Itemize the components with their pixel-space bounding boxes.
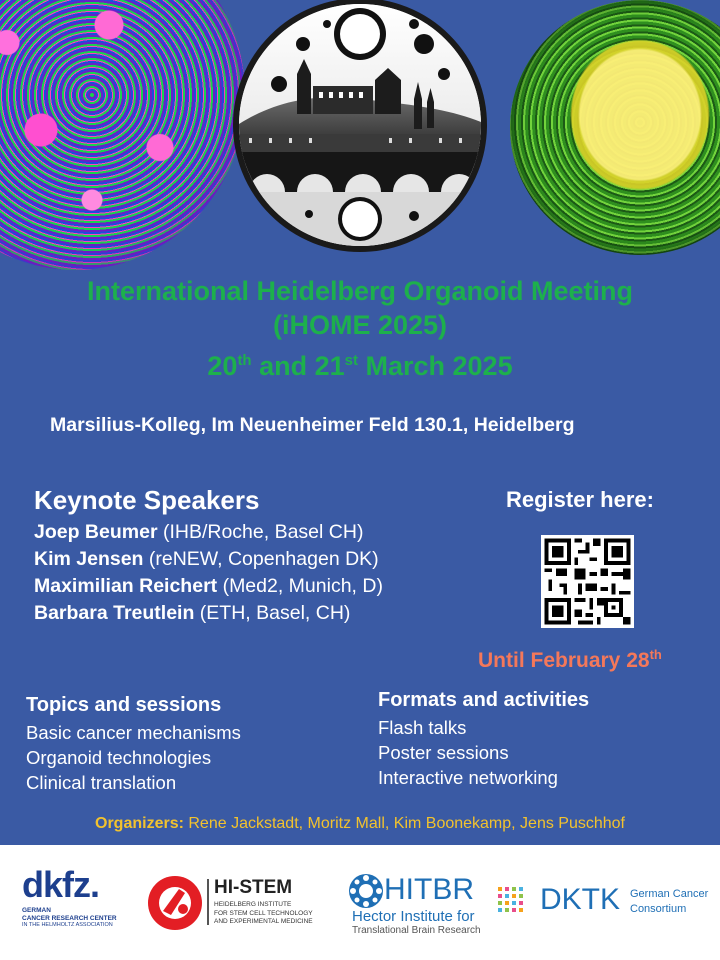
speaker-affiliation: (reNEW, Copenhagen DK) xyxy=(143,548,379,570)
histem-emblem-icon xyxy=(145,873,205,933)
speaker-affiliation: (Med2, Munich, D) xyxy=(217,575,383,597)
dkfz-line2: CANCER RESEARCH CENTER xyxy=(22,914,117,922)
speaker-affiliation: (IHB/Roche, Basel CH) xyxy=(157,521,364,543)
hitbr-icon xyxy=(348,873,384,909)
organizers-label: Organizers: xyxy=(95,815,184,832)
register-heading: Register here: xyxy=(506,487,654,512)
speaker-item xyxy=(34,573,383,600)
histem-mark: HI-STEM xyxy=(214,877,293,898)
date-sup2: st xyxy=(344,352,358,369)
date-day1: 20 xyxy=(207,351,238,381)
speaker-item xyxy=(34,546,383,573)
speaker-item xyxy=(34,519,383,546)
speaker-name: Kim Jensen xyxy=(34,548,144,570)
dkfz-line3: IN THE HELMHOLTZ ASSOCIATION xyxy=(22,922,113,928)
heidelberg-castle-logo xyxy=(233,0,487,252)
dkfz-line1: GERMAN xyxy=(22,907,51,914)
topics-heading: Topics and sessions xyxy=(26,694,222,716)
hitbr-line1: Hector Institute for xyxy=(352,908,475,925)
speaker-name: Maximilian Reichert xyxy=(34,575,218,597)
speaker-list xyxy=(34,519,383,627)
registration-deadline xyxy=(478,647,662,673)
formats-heading: Formats and activities xyxy=(378,689,590,711)
deadline-text: Until February 28 xyxy=(478,649,650,672)
format-item: Flash talks xyxy=(378,717,467,738)
histem-divider xyxy=(207,879,209,925)
dkfz-mark: dkfz. xyxy=(22,864,100,905)
speaker-name: Joep Beumer xyxy=(34,521,158,543)
topic-item: Clinical translation xyxy=(26,772,177,793)
histem-line3: AND EXPERIMENTAL MEDICINE xyxy=(214,918,313,925)
title-line-2: (iHOME 2025) xyxy=(272,310,448,340)
organizers xyxy=(0,815,720,833)
keynote-heading: Keynote Speakers xyxy=(34,485,260,515)
hitbr-line2: Translational Brain Research xyxy=(352,925,481,936)
date-sup1: th xyxy=(237,352,252,369)
format-item: Interactive networking xyxy=(378,767,558,788)
speaker-affiliation: (ETH, Basel, CH) xyxy=(194,602,351,624)
histem-text xyxy=(214,878,349,927)
sponsor-footer xyxy=(0,845,720,960)
dktk-line1: German Cancer xyxy=(630,888,709,900)
dktk-mark: DKTK xyxy=(540,883,621,916)
format-item: Poster sessions xyxy=(378,742,509,763)
event-date xyxy=(0,345,720,382)
topic-item: Organoid technologies xyxy=(26,747,212,768)
organizers-names: Rene Jackstadt, Moritz Mall, Kim Boonekamp, Jens Puschhof xyxy=(183,815,625,832)
date-mid: and 21 xyxy=(251,351,345,381)
date-rest: March 2025 xyxy=(358,351,513,381)
speaker-name: Barbara Treutlein xyxy=(34,602,195,624)
hitbr-mark: HITBR xyxy=(384,873,474,906)
dktk-line2: Consortium xyxy=(630,903,687,915)
topics-list xyxy=(26,720,241,795)
title-line-1: International Heidelberg Organoid Meeting xyxy=(86,276,634,306)
dktk-dots-icon xyxy=(497,885,527,915)
histem-line2: FOR STEM CELL TECHNOLOGY xyxy=(214,909,313,917)
registration-qr-code[interactable] xyxy=(541,535,634,628)
venue: Marsilius-Kolleg, Im Neuenheimer Feld 130.1, Heidelberg xyxy=(50,414,575,436)
speaker-item xyxy=(34,600,383,627)
histem-line1: HEIDELBERG INSTITUTE xyxy=(214,901,292,908)
dkfz-logo xyxy=(22,864,137,937)
formats-list xyxy=(378,715,558,790)
deadline-sup: th xyxy=(649,647,662,662)
topic-item: Basic cancer mechanisms xyxy=(26,722,241,743)
